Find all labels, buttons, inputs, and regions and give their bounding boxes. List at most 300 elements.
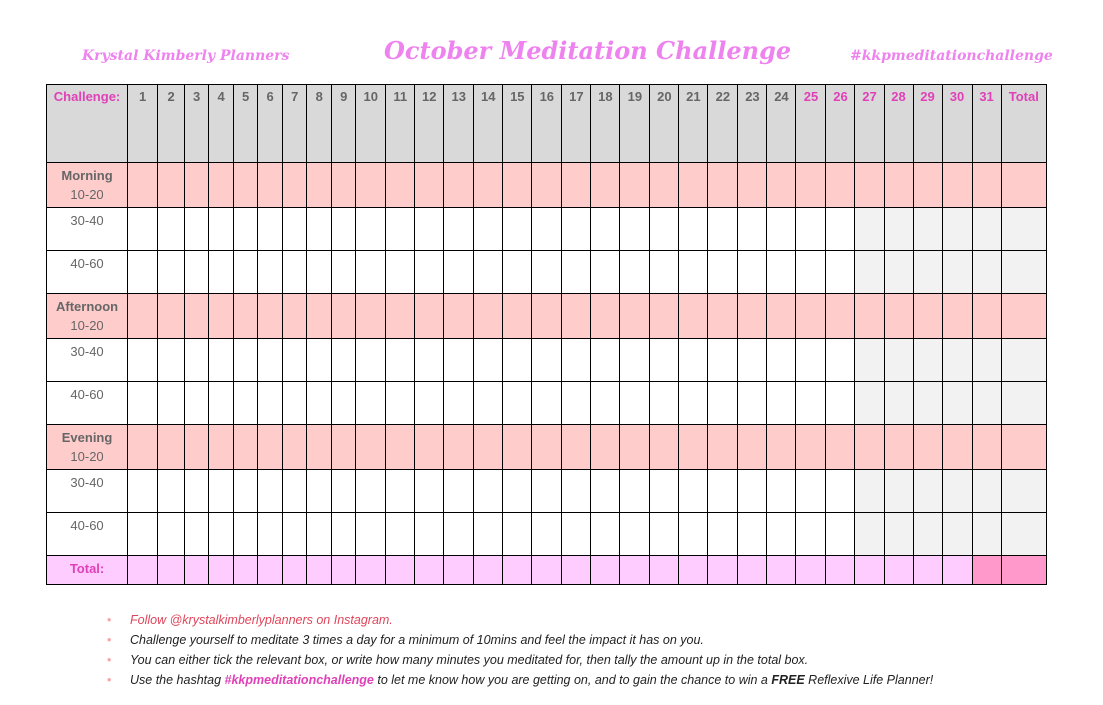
entry-cell[interactable] [620,470,650,513]
entry-cell[interactable] [972,208,1001,251]
total-cell[interactable] [1001,556,1046,585]
entry-cell[interactable] [884,513,913,556]
total-cell[interactable] [855,556,884,585]
entry-cell[interactable] [884,425,913,470]
total-cell[interactable] [503,556,532,585]
entry-cell[interactable] [474,339,503,382]
entry-cell[interactable] [503,513,532,556]
entry-cell[interactable] [972,294,1001,339]
entry-cell[interactable] [562,208,591,251]
entry-cell[interactable] [620,382,650,425]
entry-cell[interactable] [386,470,415,513]
entry-cell[interactable] [767,382,796,425]
entry-cell[interactable] [913,251,942,294]
entry-cell[interactable] [474,382,503,425]
total-cell[interactable] [708,556,738,585]
total-cell[interactable] [650,556,679,585]
entry-cell[interactable] [796,339,826,382]
entry-cell[interactable] [532,513,562,556]
entry-cell[interactable] [738,425,767,470]
entry-cell[interactable] [855,294,884,339]
entry-cell[interactable] [234,425,258,470]
entry-cell[interactable] [562,251,591,294]
entry-cell[interactable] [283,163,307,208]
entry-cell[interactable] [1001,294,1046,339]
entry-cell[interactable] [474,470,503,513]
entry-cell[interactable] [1001,251,1046,294]
entry-cell[interactable] [444,294,474,339]
entry-cell[interactable] [591,294,620,339]
entry-cell[interactable] [332,382,356,425]
entry-cell[interactable] [796,294,826,339]
entry-cell[interactable] [258,382,283,425]
entry-cell[interactable] [1001,163,1046,208]
entry-cell[interactable] [158,251,185,294]
entry-cell[interactable] [307,382,332,425]
total-cell[interactable] [444,556,474,585]
entry-cell[interactable] [767,163,796,208]
entry-cell[interactable] [650,294,679,339]
entry-cell[interactable] [913,208,942,251]
entry-cell[interactable] [258,208,283,251]
entry-cell[interactable] [258,294,283,339]
entry-cell[interactable] [708,163,738,208]
entry-cell[interactable] [532,425,562,470]
entry-cell[interactable] [679,163,708,208]
entry-cell[interactable] [307,339,332,382]
entry-cell[interactable] [767,470,796,513]
entry-cell[interactable] [332,294,356,339]
entry-cell[interactable] [234,208,258,251]
entry-cell[interactable] [356,163,386,208]
entry-cell[interactable] [307,163,332,208]
entry-cell[interactable] [1001,208,1046,251]
entry-cell[interactable] [972,513,1001,556]
entry-cell[interactable] [796,208,826,251]
entry-cell[interactable] [591,425,620,470]
entry-cell[interactable] [234,339,258,382]
entry-cell[interactable] [283,382,307,425]
entry-cell[interactable] [884,294,913,339]
entry-cell[interactable] [532,294,562,339]
entry-cell[interactable] [562,513,591,556]
entry-cell[interactable] [444,208,474,251]
entry-cell[interactable] [283,513,307,556]
entry-cell[interactable] [591,208,620,251]
entry-cell[interactable] [283,470,307,513]
entry-cell[interactable] [415,163,444,208]
entry-cell[interactable] [158,294,185,339]
entry-cell[interactable] [562,382,591,425]
entry-cell[interactable] [855,163,884,208]
entry-cell[interactable] [503,470,532,513]
entry-cell[interactable] [356,208,386,251]
entry-cell[interactable] [708,425,738,470]
entry-cell[interactable] [185,382,209,425]
entry-cell[interactable] [503,208,532,251]
total-cell[interactable] [185,556,209,585]
entry-cell[interactable] [884,339,913,382]
entry-cell[interactable] [532,208,562,251]
entry-cell[interactable] [444,251,474,294]
entry-cell[interactable] [942,208,972,251]
entry-cell[interactable] [826,294,855,339]
entry-cell[interactable] [185,513,209,556]
entry-cell[interactable] [679,470,708,513]
entry-cell[interactable] [679,294,708,339]
entry-cell[interactable] [796,425,826,470]
entry-cell[interactable] [855,425,884,470]
total-cell[interactable] [474,556,503,585]
entry-cell[interactable] [796,382,826,425]
entry-cell[interactable] [356,251,386,294]
entry-cell[interactable] [1001,513,1046,556]
entry-cell[interactable] [767,208,796,251]
entry-cell[interactable] [209,163,234,208]
entry-cell[interactable] [307,470,332,513]
entry-cell[interactable] [591,382,620,425]
entry-cell[interactable] [234,513,258,556]
entry-cell[interactable] [386,208,415,251]
entry-cell[interactable] [826,163,855,208]
entry-cell[interactable] [1001,425,1046,470]
entry-cell[interactable] [356,382,386,425]
entry-cell[interactable] [332,470,356,513]
entry-cell[interactable] [386,294,415,339]
entry-cell[interactable] [283,425,307,470]
entry-cell[interactable] [855,251,884,294]
entry-cell[interactable] [562,294,591,339]
entry-cell[interactable] [474,294,503,339]
entry-cell[interactable] [1001,470,1046,513]
entry-cell[interactable] [444,382,474,425]
entry-cell[interactable] [307,294,332,339]
entry-cell[interactable] [307,513,332,556]
total-cell[interactable] [532,556,562,585]
entry-cell[interactable] [826,470,855,513]
entry-cell[interactable] [650,251,679,294]
entry-cell[interactable] [972,425,1001,470]
entry-cell[interactable] [503,425,532,470]
entry-cell[interactable] [209,425,234,470]
entry-cell[interactable] [884,470,913,513]
entry-cell[interactable] [796,163,826,208]
entry-cell[interactable] [158,382,185,425]
entry-cell[interactable] [503,251,532,294]
total-cell[interactable] [738,556,767,585]
entry-cell[interactable] [474,251,503,294]
entry-cell[interactable] [972,163,1001,208]
entry-cell[interactable] [307,208,332,251]
entry-cell[interactable] [1001,339,1046,382]
entry-cell[interactable] [942,470,972,513]
entry-cell[interactable] [738,251,767,294]
entry-cell[interactable] [650,208,679,251]
entry-cell[interactable] [942,163,972,208]
entry-cell[interactable] [283,339,307,382]
entry-cell[interactable] [332,425,356,470]
entry-cell[interactable] [474,163,503,208]
entry-cell[interactable] [503,294,532,339]
entry-cell[interactable] [185,339,209,382]
entry-cell[interactable] [884,208,913,251]
entry-cell[interactable] [234,163,258,208]
entry-cell[interactable] [562,425,591,470]
entry-cell[interactable] [128,470,158,513]
entry-cell[interactable] [209,470,234,513]
entry-cell[interactable] [884,163,913,208]
total-cell[interactable] [562,556,591,585]
entry-cell[interactable] [356,425,386,470]
total-cell[interactable] [158,556,185,585]
entry-cell[interactable] [332,163,356,208]
entry-cell[interactable] [855,470,884,513]
entry-cell[interactable] [767,513,796,556]
entry-cell[interactable] [532,163,562,208]
entry-cell[interactable] [913,470,942,513]
entry-cell[interactable] [532,382,562,425]
entry-cell[interactable] [532,470,562,513]
total-cell[interactable] [591,556,620,585]
entry-cell[interactable] [826,251,855,294]
total-cell[interactable] [356,556,386,585]
entry-cell[interactable] [708,339,738,382]
entry-cell[interactable] [128,513,158,556]
entry-cell[interactable] [128,251,158,294]
entry-cell[interactable] [738,208,767,251]
total-cell[interactable] [283,556,307,585]
entry-cell[interactable] [826,513,855,556]
entry-cell[interactable] [942,382,972,425]
entry-cell[interactable] [415,251,444,294]
entry-cell[interactable] [679,425,708,470]
entry-cell[interactable] [258,470,283,513]
entry-cell[interactable] [386,382,415,425]
entry-cell[interactable] [620,339,650,382]
entry-cell[interactable] [532,251,562,294]
entry-cell[interactable] [796,470,826,513]
entry-cell[interactable] [158,339,185,382]
entry-cell[interactable] [942,294,972,339]
entry-cell[interactable] [185,294,209,339]
total-cell[interactable] [913,556,942,585]
entry-cell[interactable] [185,470,209,513]
total-cell[interactable] [972,556,1001,585]
entry-cell[interactable] [332,251,356,294]
entry-cell[interactable] [532,339,562,382]
entry-cell[interactable] [415,470,444,513]
entry-cell[interactable] [826,425,855,470]
entry-cell[interactable] [855,208,884,251]
entry-cell[interactable] [679,513,708,556]
entry-cell[interactable] [234,470,258,513]
entry-cell[interactable] [234,294,258,339]
entry-cell[interactable] [234,382,258,425]
entry-cell[interactable] [708,382,738,425]
entry-cell[interactable] [474,208,503,251]
entry-cell[interactable] [332,513,356,556]
entry-cell[interactable] [386,339,415,382]
entry-cell[interactable] [185,425,209,470]
entry-cell[interactable] [356,470,386,513]
entry-cell[interactable] [796,251,826,294]
entry-cell[interactable] [386,163,415,208]
total-cell[interactable] [234,556,258,585]
total-cell[interactable] [415,556,444,585]
total-cell[interactable] [209,556,234,585]
entry-cell[interactable] [650,513,679,556]
entry-cell[interactable] [942,513,972,556]
entry-cell[interactable] [503,339,532,382]
entry-cell[interactable] [942,339,972,382]
entry-cell[interactable] [386,251,415,294]
entry-cell[interactable] [620,294,650,339]
total-cell[interactable] [826,556,855,585]
entry-cell[interactable] [356,294,386,339]
entry-cell[interactable] [591,470,620,513]
entry-cell[interactable] [128,425,158,470]
entry-cell[interactable] [128,163,158,208]
entry-cell[interactable] [128,339,158,382]
entry-cell[interactable] [650,425,679,470]
entry-cell[interactable] [356,339,386,382]
entry-cell[interactable] [185,208,209,251]
entry-cell[interactable] [884,382,913,425]
entry-cell[interactable] [128,294,158,339]
entry-cell[interactable] [258,339,283,382]
entry-cell[interactable] [767,294,796,339]
entry-cell[interactable] [444,513,474,556]
entry-cell[interactable] [332,339,356,382]
entry-cell[interactable] [283,251,307,294]
entry-cell[interactable] [158,470,185,513]
entry-cell[interactable] [826,208,855,251]
total-cell[interactable] [386,556,415,585]
entry-cell[interactable] [767,425,796,470]
entry-cell[interactable] [209,339,234,382]
entry-cell[interactable] [679,382,708,425]
entry-cell[interactable] [158,513,185,556]
entry-cell[interactable] [650,382,679,425]
total-cell[interactable] [307,556,332,585]
entry-cell[interactable] [942,251,972,294]
entry-cell[interactable] [444,425,474,470]
entry-cell[interactable] [591,251,620,294]
total-cell[interactable] [258,556,283,585]
entry-cell[interactable] [503,382,532,425]
entry-cell[interactable] [503,163,532,208]
entry-cell[interactable] [591,339,620,382]
entry-cell[interactable] [474,425,503,470]
total-cell[interactable] [679,556,708,585]
entry-cell[interactable] [158,425,185,470]
entry-cell[interactable] [128,382,158,425]
entry-cell[interactable] [209,251,234,294]
entry-cell[interactable] [620,513,650,556]
entry-cell[interactable] [620,251,650,294]
entry-cell[interactable] [738,294,767,339]
entry-cell[interactable] [386,513,415,556]
entry-cell[interactable] [767,339,796,382]
entry-cell[interactable] [738,513,767,556]
entry-cell[interactable] [620,163,650,208]
entry-cell[interactable] [738,382,767,425]
entry-cell[interactable] [283,294,307,339]
entry-cell[interactable] [855,339,884,382]
entry-cell[interactable] [972,382,1001,425]
total-cell[interactable] [332,556,356,585]
entry-cell[interactable] [332,208,356,251]
entry-cell[interactable] [913,163,942,208]
entry-cell[interactable] [972,470,1001,513]
entry-cell[interactable] [942,425,972,470]
entry-cell[interactable] [356,513,386,556]
entry-cell[interactable] [283,208,307,251]
total-cell[interactable] [620,556,650,585]
entry-cell[interactable] [708,251,738,294]
entry-cell[interactable] [158,208,185,251]
total-cell[interactable] [128,556,158,585]
entry-cell[interactable] [591,513,620,556]
entry-cell[interactable] [650,163,679,208]
entry-cell[interactable] [474,513,503,556]
total-cell[interactable] [767,556,796,585]
entry-cell[interactable] [738,339,767,382]
entry-cell[interactable] [128,208,158,251]
entry-cell[interactable] [209,382,234,425]
entry-cell[interactable] [415,339,444,382]
total-cell[interactable] [884,556,913,585]
entry-cell[interactable] [415,382,444,425]
entry-cell[interactable] [826,382,855,425]
entry-cell[interactable] [258,163,283,208]
entry-cell[interactable] [415,294,444,339]
total-cell[interactable] [796,556,826,585]
entry-cell[interactable] [209,208,234,251]
entry-cell[interactable] [258,425,283,470]
entry-cell[interactable] [209,294,234,339]
entry-cell[interactable] [972,339,1001,382]
entry-cell[interactable] [679,208,708,251]
entry-cell[interactable] [650,339,679,382]
entry-cell[interactable] [855,513,884,556]
entry-cell[interactable] [591,163,620,208]
entry-cell[interactable] [444,163,474,208]
entry-cell[interactable] [796,513,826,556]
entry-cell[interactable] [650,470,679,513]
entry-cell[interactable] [708,513,738,556]
entry-cell[interactable] [738,470,767,513]
entry-cell[interactable] [884,251,913,294]
entry-cell[interactable] [679,251,708,294]
entry-cell[interactable] [708,294,738,339]
entry-cell[interactable] [562,470,591,513]
entry-cell[interactable] [826,339,855,382]
entry-cell[interactable] [913,339,942,382]
entry-cell[interactable] [855,382,884,425]
entry-cell[interactable] [620,208,650,251]
entry-cell[interactable] [258,513,283,556]
entry-cell[interactable] [185,163,209,208]
entry-cell[interactable] [444,470,474,513]
entry-cell[interactable] [562,163,591,208]
entry-cell[interactable] [913,294,942,339]
entry-cell[interactable] [913,513,942,556]
entry-cell[interactable] [258,251,283,294]
entry-cell[interactable] [708,208,738,251]
entry-cell[interactable] [913,425,942,470]
entry-cell[interactable] [415,208,444,251]
